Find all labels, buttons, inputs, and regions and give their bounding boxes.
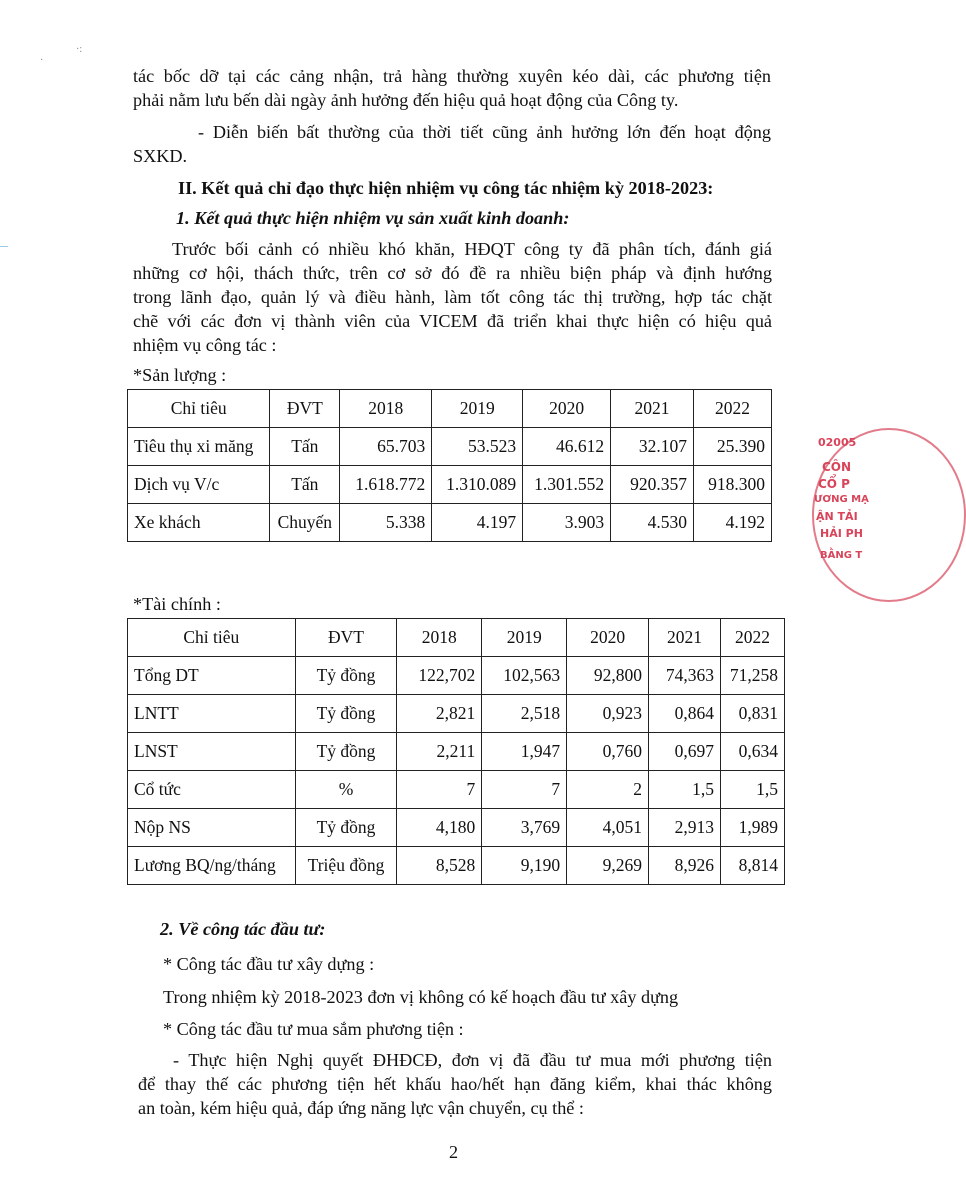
header-cell: 2018 <box>340 390 432 428</box>
value-cell: 4.192 <box>694 504 772 542</box>
value-cell: 0,697 <box>649 733 721 771</box>
page-number: 2 <box>449 1142 459 1162</box>
paragraph-line: để thay thế các phương tiện hết khấu hao/hết hạn đăng kiểm, khai thác không <box>138 1074 772 1094</box>
value-cell: 25.390 <box>694 428 772 466</box>
subsection-heading: 2. Về công tác đầu tư: <box>160 919 326 939</box>
unit-cell: Chuyến <box>270 504 340 542</box>
table-row <box>128 695 785 733</box>
paragraph-line: SXKD. <box>133 146 188 166</box>
unit-cell: Tấn <box>270 466 340 504</box>
header-cell: 2019 <box>432 390 523 428</box>
header-cell: 2022 <box>694 390 772 428</box>
stamp-text: CỔ P <box>818 477 850 491</box>
paragraph-line: nhiệm vụ công tác : <box>133 335 277 355</box>
list-label: * Công tác đầu tư xây dựng : <box>163 954 375 974</box>
paragraph-line: tác bốc dỡ tại các cảng nhận, trả hàng thường xuyên kéo dài, các phương tiện <box>133 66 771 86</box>
unit-cell: Tấn <box>270 428 340 466</box>
value-cell: 2,518 <box>482 695 567 733</box>
table-header-row <box>128 390 772 428</box>
paragraph-line: phải nằm lưu bến dài ngày ảnh hưởng đến hiệu quả hoạt động của Công ty. <box>133 90 679 110</box>
value-cell: 1.618.772 <box>340 466 432 504</box>
value-cell: 0,831 <box>720 695 784 733</box>
value-cell: 918.300 <box>694 466 772 504</box>
value-cell: 1,5 <box>649 771 721 809</box>
paragraph-line: Trong nhiệm kỳ 2018-2023 đơn vị không có kế hoạch đầu tư xây dựng <box>163 987 679 1007</box>
value-cell: 1,5 <box>720 771 784 809</box>
value-cell: 9,190 <box>482 847 567 885</box>
company-stamp <box>812 428 892 598</box>
value-cell: 2,913 <box>649 809 721 847</box>
value-cell: 0,634 <box>720 733 784 771</box>
value-cell: 1,989 <box>720 809 784 847</box>
paragraph-line: chẽ với các đơn vị thành viên của VICEM đã triển khai thực hiện có hiệu quả <box>133 311 772 331</box>
value-cell: 65.703 <box>340 428 432 466</box>
table-row <box>128 466 772 504</box>
value-cell: 2,211 <box>397 733 482 771</box>
header-cell: Chỉ tiêu <box>128 619 296 657</box>
list-label: * Công tác đầu tư mua sắm phương tiện : <box>163 1019 464 1039</box>
header-cell: 2022 <box>720 619 784 657</box>
header-cell: ĐVT <box>270 390 340 428</box>
header-cell: 2020 <box>567 619 649 657</box>
value-cell: 1.301.552 <box>523 466 611 504</box>
unit-cell: Tỷ đồng <box>295 695 397 733</box>
value-cell: 53.523 <box>432 428 523 466</box>
unit-cell: Tỷ đồng <box>295 809 397 847</box>
value-cell: 9,269 <box>567 847 649 885</box>
row-label-cell: Nộp NS <box>128 809 296 847</box>
paragraph-line: - Thực hiện Nghị quyết ĐHĐCĐ, đơn vị đã đầu tư mua mới phương tiện <box>173 1050 772 1070</box>
row-label-cell: Tiêu thụ xi măng <box>128 428 270 466</box>
table-header-row <box>128 619 785 657</box>
table-row <box>128 657 785 695</box>
stamp-text: BẰNG T <box>820 550 863 561</box>
table-row <box>128 733 785 771</box>
paragraph-line: trong lãnh đạo, quản lý và điều hành, làm tốt công tác thị trường, hợp tác chặt <box>133 287 772 307</box>
value-cell: 102,563 <box>482 657 567 695</box>
row-label-cell: Lương BQ/ng/tháng <box>128 847 296 885</box>
stamp-text: 02005 <box>818 436 857 449</box>
value-cell: 0,760 <box>567 733 649 771</box>
header-cell: 2018 <box>397 619 482 657</box>
unit-cell: Tỷ đồng <box>295 733 397 771</box>
table-label: *Sản lượng : <box>133 365 227 385</box>
unit-cell: Triệu đồng <box>295 847 397 885</box>
stamp-text: CÔN <box>822 460 852 474</box>
value-cell: 46.612 <box>523 428 611 466</box>
paragraph-line: an toàn, kém hiệu quả, đáp ứng năng lực vận chuyển, cụ thể : <box>138 1098 584 1118</box>
value-cell: 4,051 <box>567 809 649 847</box>
value-cell: 1,947 <box>482 733 567 771</box>
row-label-cell: Tổng DT <box>128 657 296 695</box>
value-cell: 71,258 <box>720 657 784 695</box>
value-cell: 2,821 <box>397 695 482 733</box>
row-label-cell: Dịch vụ V/c <box>128 466 270 504</box>
header-cell: ĐVT <box>295 619 397 657</box>
value-cell: 4.530 <box>611 504 694 542</box>
header-cell: 2021 <box>649 619 721 657</box>
unit-cell: Tỷ đồng <box>295 657 397 695</box>
value-cell: 32.107 <box>611 428 694 466</box>
value-cell: 2 <box>567 771 649 809</box>
value-cell: 920.357 <box>611 466 694 504</box>
value-cell: 122,702 <box>397 657 482 695</box>
unit-cell: % <box>295 771 397 809</box>
table-row <box>128 428 772 466</box>
header-cell: 2019 <box>482 619 567 657</box>
value-cell: 8,926 <box>649 847 721 885</box>
value-cell: 0,923 <box>567 695 649 733</box>
paragraph-line: - Diễn biến bất thường của thời tiết cũng ảnh hưởng lớn đến hoạt động <box>198 122 771 142</box>
value-cell: 7 <box>482 771 567 809</box>
stamp-text: ƯƠNG MẠ <box>814 494 869 505</box>
value-cell: 4,180 <box>397 809 482 847</box>
value-cell: 4.197 <box>432 504 523 542</box>
section-heading: II. Kết quả chỉ đạo thực hiện nhiệm vụ công tác nhiệm kỳ 2018-2023: <box>178 178 714 198</box>
row-label-cell: LNTT <box>128 695 296 733</box>
value-cell: 8,814 <box>720 847 784 885</box>
value-cell: 7 <box>397 771 482 809</box>
table-row <box>128 809 785 847</box>
stamp-text: ẬN TẢI <box>816 510 858 523</box>
header-cell: 2021 <box>611 390 694 428</box>
header-cell: 2020 <box>523 390 611 428</box>
scan-speck: · <box>40 55 44 66</box>
margin-mark <box>0 246 8 247</box>
value-cell: 0,864 <box>649 695 721 733</box>
row-label-cell: Xe khách <box>128 504 270 542</box>
production-table <box>127 389 772 542</box>
row-label-cell: Cổ tức <box>128 771 296 809</box>
table-row <box>128 771 785 809</box>
value-cell: 1.310.089 <box>432 466 523 504</box>
value-cell: 3,769 <box>482 809 567 847</box>
table-row <box>128 847 785 885</box>
finance-table <box>127 618 785 885</box>
value-cell: 92,800 <box>567 657 649 695</box>
table-label: *Tài chính : <box>133 594 221 614</box>
value-cell: 3.903 <box>523 504 611 542</box>
table-row <box>128 504 772 542</box>
paragraph-line: những cơ hội, thách thức, trên cơ sở đó đề ra nhiều biện pháp và định hướng <box>133 263 772 283</box>
value-cell: 5.338 <box>340 504 432 542</box>
row-label-cell: LNST <box>128 733 296 771</box>
value-cell: 74,363 <box>649 657 721 695</box>
scan-speck: ·: <box>76 44 83 55</box>
value-cell: 8,528 <box>397 847 482 885</box>
header-cell: Chỉ tiêu <box>128 390 270 428</box>
subsection-heading: 1. Kết quả thực hiện nhiệm vụ sản xuất kinh doanh: <box>176 208 570 228</box>
stamp-text: HẢI PH <box>820 527 863 540</box>
paragraph-line: Trước bối cảnh có nhiều khó khăn, HĐQT công ty đã phân tích, đánh giá <box>172 239 772 259</box>
